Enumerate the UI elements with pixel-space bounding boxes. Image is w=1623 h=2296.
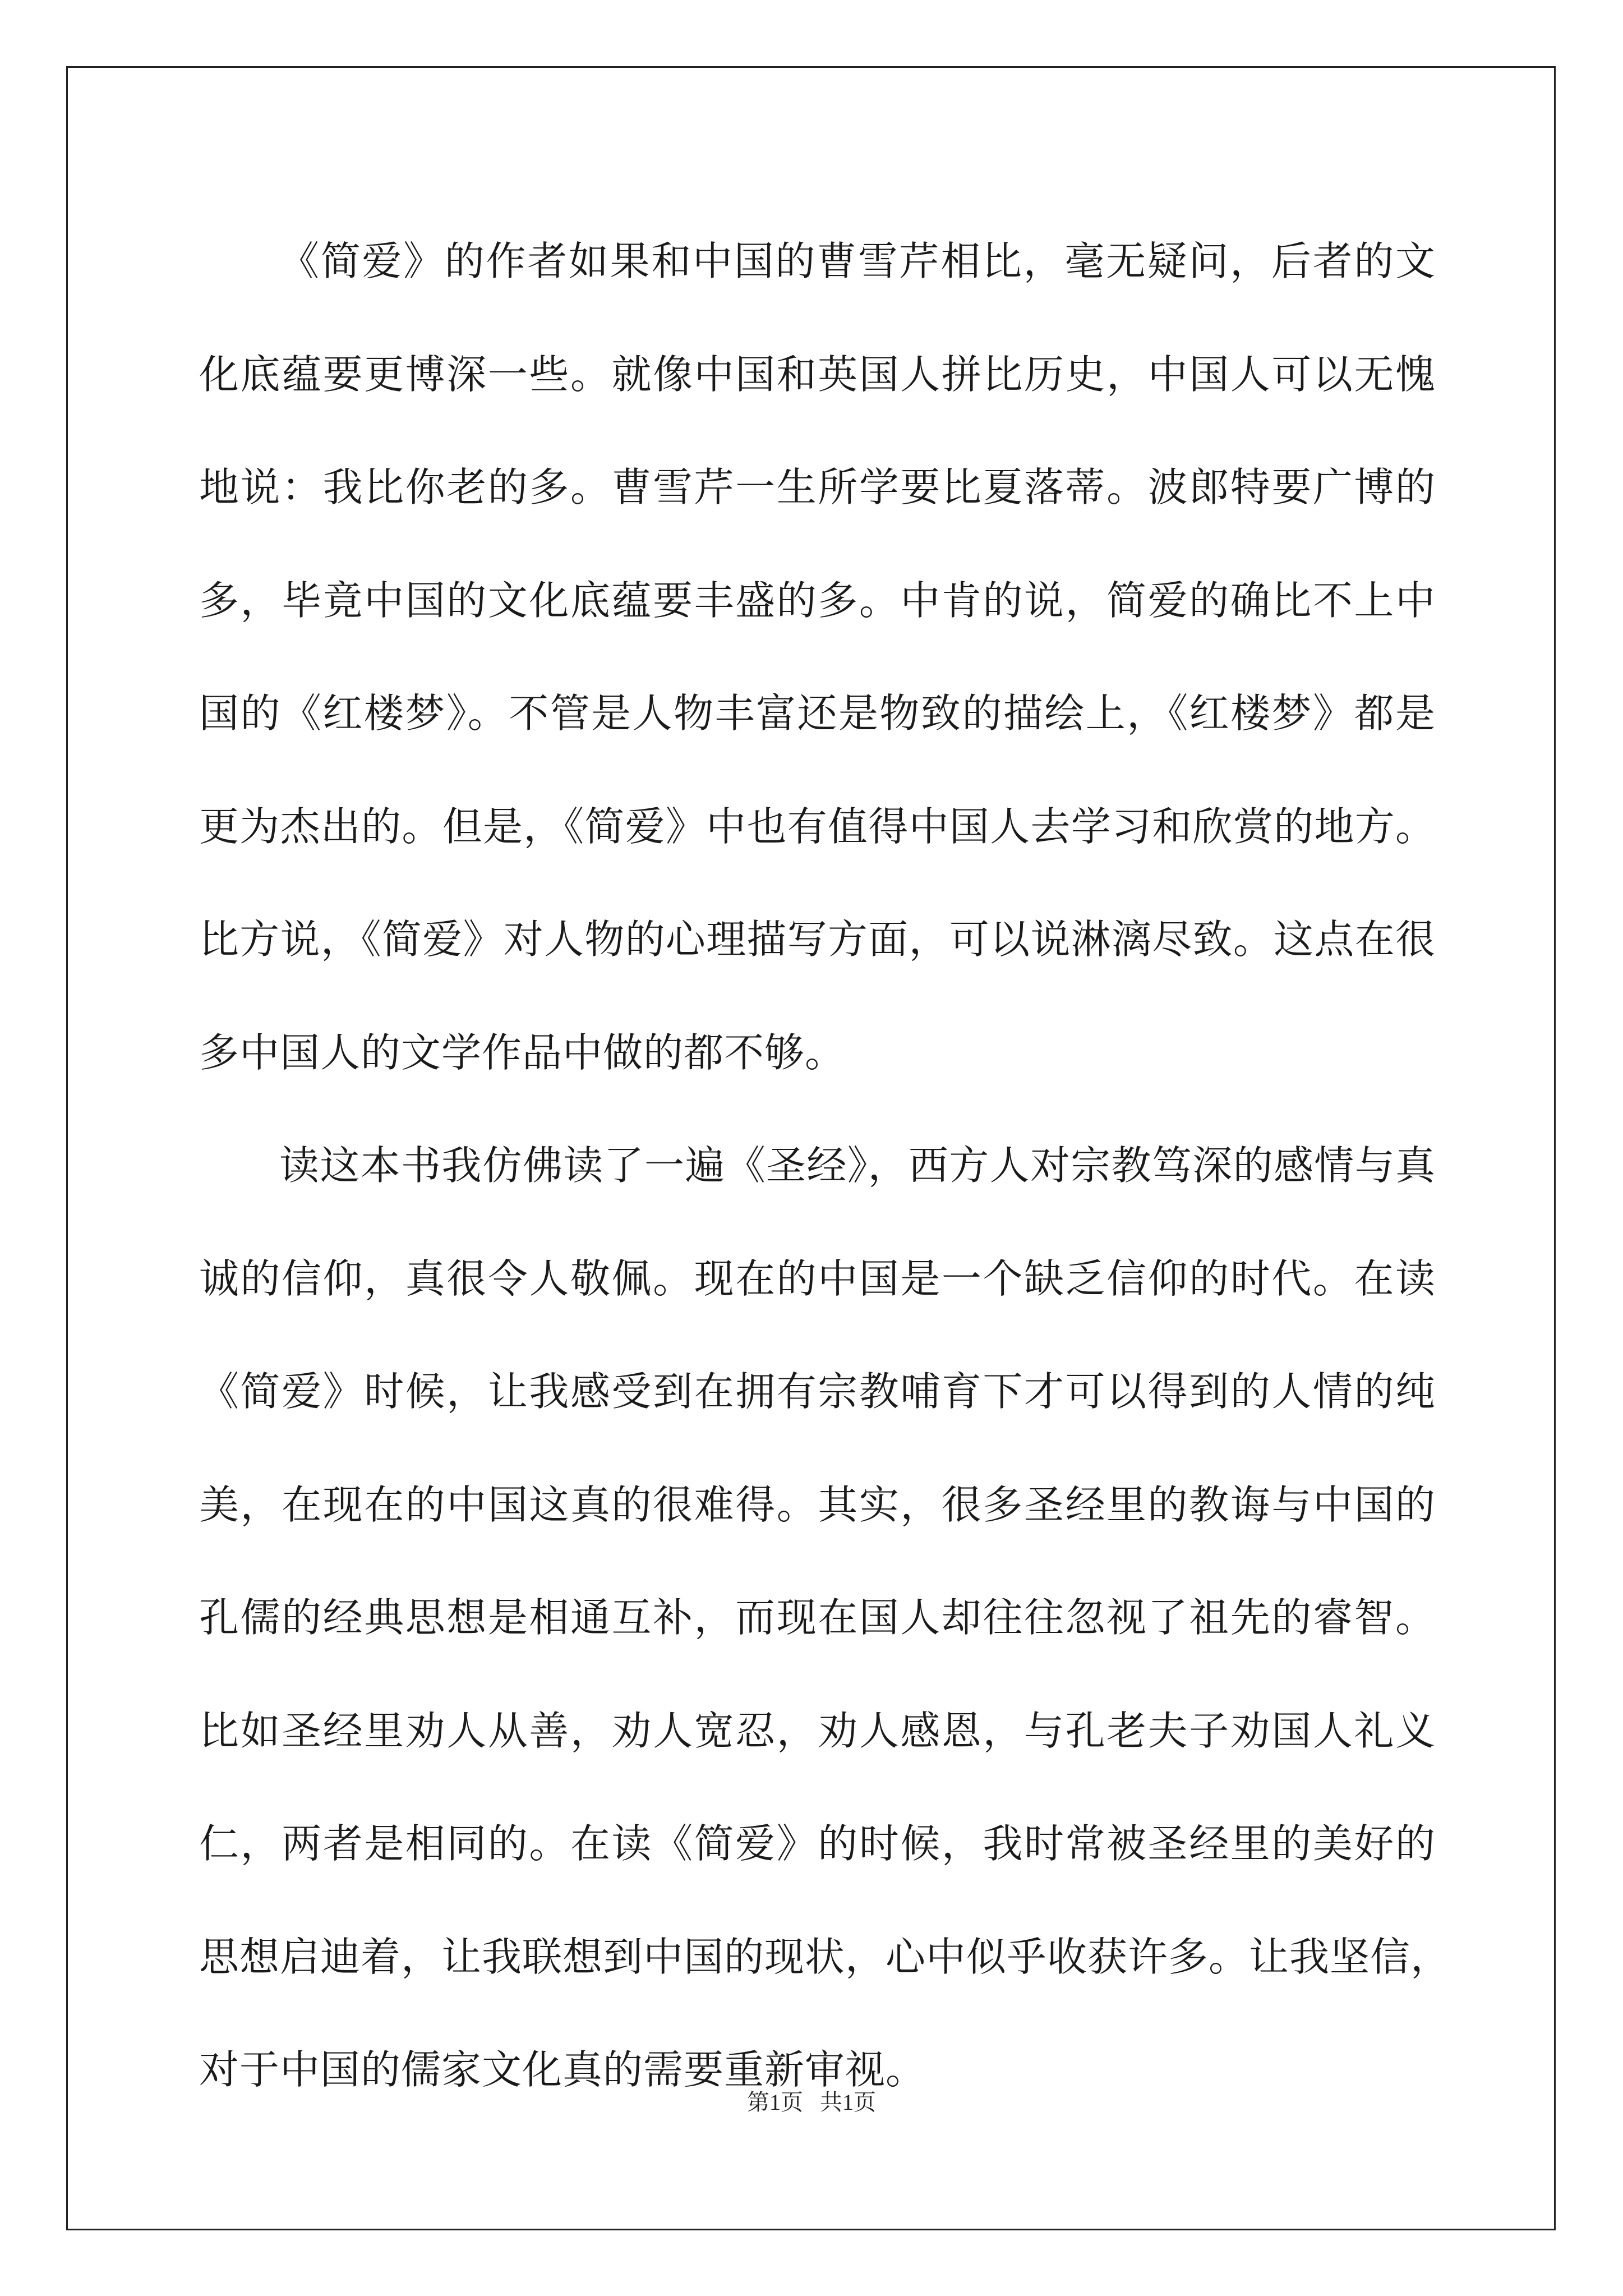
paragraph-line: 地说：我比你老的多。曹雪芹一生所学要比夏落蒂。波郎特要广博的 [199, 464, 1436, 510]
paragraph-line: 《简爱》时候，让我感受到在拥有宗教哺育下才可以得到的人情的纯 [199, 1368, 1436, 1415]
paragraph-line: 读这本书我仿佛读了一遍《圣经》，西方人对宗教笃深的感情与真 [279, 1142, 1436, 1189]
paragraph-line: 仁，两者是相同的。在读《简爱》的时候，我时常被圣经里的美好的 [199, 1820, 1436, 1867]
paragraph-line: 国的《红楼梦》。不管是人物丰富还是物致的描绘上，《红楼梦》都是 [199, 690, 1436, 737]
paragraph-line: 对于中国的儒家文化真的需要重新审视。 [199, 2046, 926, 2093]
paragraph-line: 思想启迪着，让我联想到中国的现状，心中似乎收获许多。让我坚信， [199, 1933, 1451, 1980]
paragraph-line: 美，在现在的中国这真的很难得。其实，很多圣经里的教诲与中国的 [199, 1481, 1436, 1528]
paragraph-line: 化底蕴要更博深一些。就像中国和英国人拼比历史，中国人可以无愧 [199, 351, 1436, 398]
paragraph-line: 孔儒的经典思想是相通互补，而现在国人却往往忽视了祖先的睿智。 [199, 1594, 1436, 1641]
paragraph-line: 多，毕竟中国的文化底蕴要丰盛的多。中肯的说，简爱的确比不上中 [199, 577, 1436, 624]
paragraph-1 [199, 205, 1436, 1109]
paragraph-line: 多中国人的文学作品中做的都不够。 [199, 1029, 846, 1076]
paragraph-2 [199, 1109, 1451, 2127]
page-footer: 第1页 共1页 [747, 2090, 876, 2115]
paragraph-line: 比如圣经里劝人从善，劝人宽忍，劝人感恩，与孔老夫子劝国人礼义 [199, 1707, 1436, 1754]
paragraph-line: 比方说，《简爱》对人物的心理描写方面，可以说淋漓尽致。这点在很 [199, 916, 1436, 963]
paragraph-line: 更为杰出的。但是，《简爱》中也有值得中国人去学习和欣赏的地方。 [199, 803, 1436, 850]
document-body [199, 205, 1451, 2127]
paragraph-line: 诚的信仰，真很令人敬佩。现在的中国是一个缺乏信仰的时代。在读 [199, 1255, 1436, 1302]
paragraph-line: 《简爱》的作者如果和中国的曹雪芹相比，毫无疑问，后者的文 [279, 238, 1436, 284]
